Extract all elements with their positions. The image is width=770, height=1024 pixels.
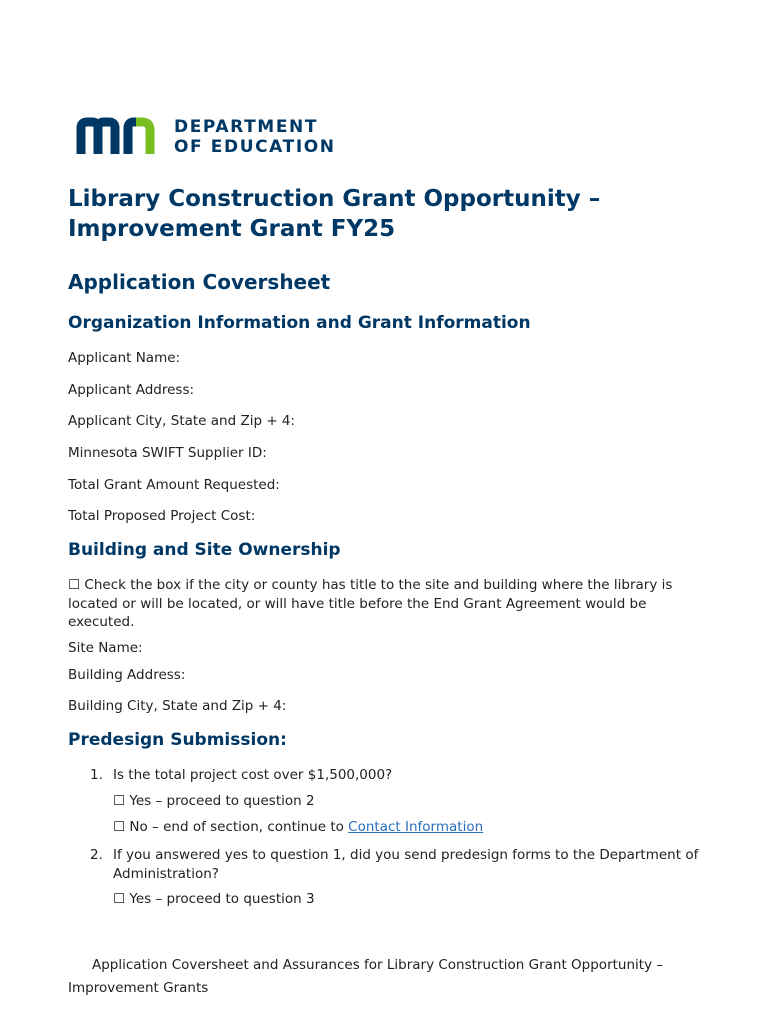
question-1-yes-label: Yes – proceed to question 2	[129, 793, 315, 809]
question-1-no-label: No – end of section, continue to	[129, 819, 349, 835]
question-1-no-option	[113, 818, 483, 836]
question-2-yes-label: Yes – proceed to question 3	[129, 891, 315, 907]
building-section-heading: Building and Site Ownership	[68, 540, 341, 560]
question-2-number: 2.	[90, 847, 103, 863]
question-1-text: Is the total project cost over $1,500,000?	[113, 767, 393, 783]
footer-line-1: Application Coversheet and Assurances for Library Construction Grant Opportunity –	[92, 957, 664, 973]
question-2-yes-checkbox[interactable]: ☐	[113, 891, 126, 907]
coversheet-heading: Application Coversheet	[68, 270, 331, 294]
field-applicant-city-state-zip: Applicant City, State and Zip + 4:	[68, 413, 296, 429]
question-2-yes-option	[113, 890, 315, 908]
field-building-address: Building Address:	[68, 667, 186, 683]
logo-wordmark	[174, 117, 336, 157]
field-site-name: Site Name:	[68, 640, 143, 656]
field-building-city-state-zip: Building City, State and Zip + 4:	[68, 698, 287, 714]
field-swift-supplier-id: Minnesota SWIFT Supplier ID:	[68, 445, 267, 461]
logo-line-2: OF EDUCATION	[174, 137, 336, 157]
field-applicant-name: Applicant Name:	[68, 350, 181, 366]
field-total-grant-amount: Total Grant Amount Requested:	[68, 477, 280, 493]
question-1-no-checkbox[interactable]: ☐	[113, 819, 126, 835]
question-1-yes-checkbox[interactable]: ☐	[113, 793, 126, 809]
question-2-text: If you answered yes to question 1, did you send predesign forms to the Department of Administration?	[113, 847, 699, 882]
field-total-project-cost: Total Proposed Project Cost:	[68, 508, 256, 524]
field-applicant-address: Applicant Address:	[68, 382, 195, 398]
question-1-yes-option	[113, 792, 315, 810]
footer-line-2: Improvement Grants	[68, 980, 209, 996]
contact-information-link[interactable]: Contact Information	[348, 819, 484, 835]
mn-logo-mark-icon	[76, 116, 160, 158]
title-ownership-checkbox-item	[68, 576, 708, 632]
document-title: Library Construction Grant Opportunity – Improvement Grant FY25	[68, 186, 601, 242]
title-ownership-text: Check the box if the city or county has title to the site and building where the library is located or will be located, or will have title before the End Grant Agreement would be executed.	[68, 577, 673, 630]
question-1-number: 1.	[90, 767, 103, 783]
logo-line-1: DEPARTMENT	[174, 117, 319, 137]
org-section-heading: Organization Information and Grant Information	[68, 313, 531, 333]
predesign-section-heading: Predesign Submission:	[68, 730, 287, 750]
mde-logo	[76, 116, 336, 158]
title-ownership-checkbox[interactable]: ☐	[68, 577, 81, 593]
